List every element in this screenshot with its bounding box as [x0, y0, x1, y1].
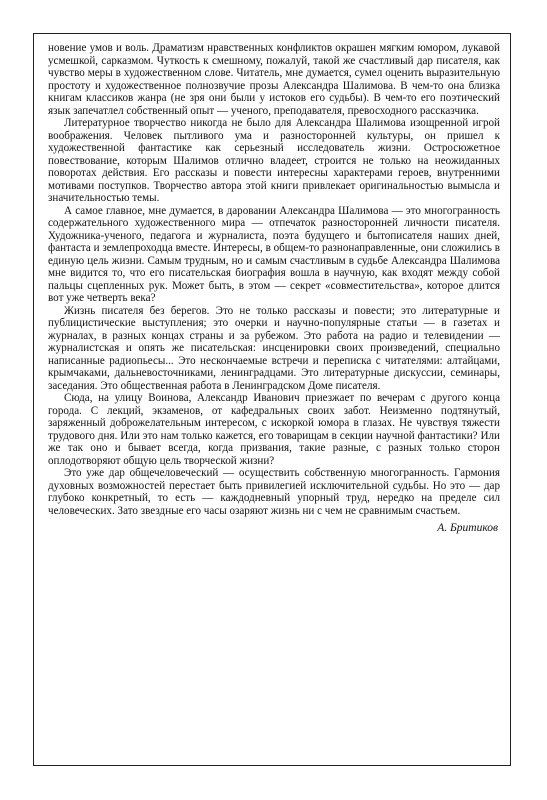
paragraph-2: Литературное творчество никогда не было для Александра Шалимова изощренной игрой воображения. Человек пытливого ума и разносторонней культуры, он пришел к художественной фантастике как серьезный исследователь жизни. Остросюжетное повествование, которым Шалимов отлично владеет, строится не только на неожиданных поворотах действия. Его рассказы и повести интересны характерами героев, внутренними мотивами поступков. Творчество автора этой книги привлекает оригинальностью вымысла и значительностью темы.: [48, 117, 500, 204]
paragraph-1: новение умов и воль. Драматизм нравственных конфликтов окрашен мягким юмором, лукавой усмешкой, сарказмом. Чуткость к смешному, пожалуй, такой же счастливый дар писателя, как чувство меры в художественном слове. Читатель, мне думается, сумел оценить выразительную простоту и художественное полнозвучие прозы Александра Шалимова. В чем-то она близка книгам классиков жанра (не зря они были у истоков его судьбы). В чем-то его поэтический язык запечатлел собственный опыт — ученого, преподавателя, превосходного рассказчика.: [48, 42, 500, 117]
paragraph-3: А самое главное, мне думается, в даровании Александра Шалимова — это многогранность содержательного художественного мира — отпечаток разносторонней личности писателя. Художника-ученого, педагога и журналиста, поэта будущего и бытописателя наших дней, фантаста и землепроходца вместе. Интересы, в общем-то разнонаправленные, они сложились в единую цель жизни. Самым трудным, но и самым счастливым в судьбе Александра Шалимова мне видится то, что его писательская биография вошла в научную, как входят между собой пальцы сцепленных рук. Может быть, в этом — секрет «совместительства», которое длится вот уже четверть века?: [48, 204, 500, 304]
author-signature: А. Бритиков: [437, 522, 498, 534]
paragraph-6: Это уже дар общечеловеческий — осуществить собственную многогранность. Гармония духовных возможностей перестает быть привилегией исключительной судьбы. Но это — дар глубоко конкретный, то есть — каждодневный упорный труд, нередко на пределе сил человеческих. Зато звездные его часы озаряют жизнь ни с чем не сравнимым счастьем.: [48, 467, 500, 517]
paragraph-4: Жизнь писателя без берегов. Это не только рассказы и повести; это литературные и публицистические выступления; это очерки и научно-популярные статьи — в газетах и журналах, в разных концах страны и за рубежом. Это работа на радио и телевидении — журналистская и опять же писательская: инсценировки своих произведений, специально написанные радиопьесы... Это нескончаемые встречи и переписка с читателями: алтайцами, крымчаками, дальневосточниками, ленинградцами. Это литературные дискуссии, семинары, заседания. Это общественная работа в Ленинградском Доме писателя.: [48, 304, 500, 392]
article-body: [48, 42, 500, 535]
paragraph-5: Сюда, на улицу Воинова, Александр Иванович приезжает по вечерам с другого конца города. С лекций, экзаменов, от кафедральных своих забот. Неизменно подтянутый, заряженный доброжелательным интересом, с искоркой юмора в глазах. Не чувствуя тяжести трудового дня. Или это нам только кажется, его товарищам в секции научной фантастики? Или же так оно и бывает всегда, когда призвания, такие разные, с разных только сторон оплодотворяют общую цель творческой жизни?: [48, 392, 500, 467]
